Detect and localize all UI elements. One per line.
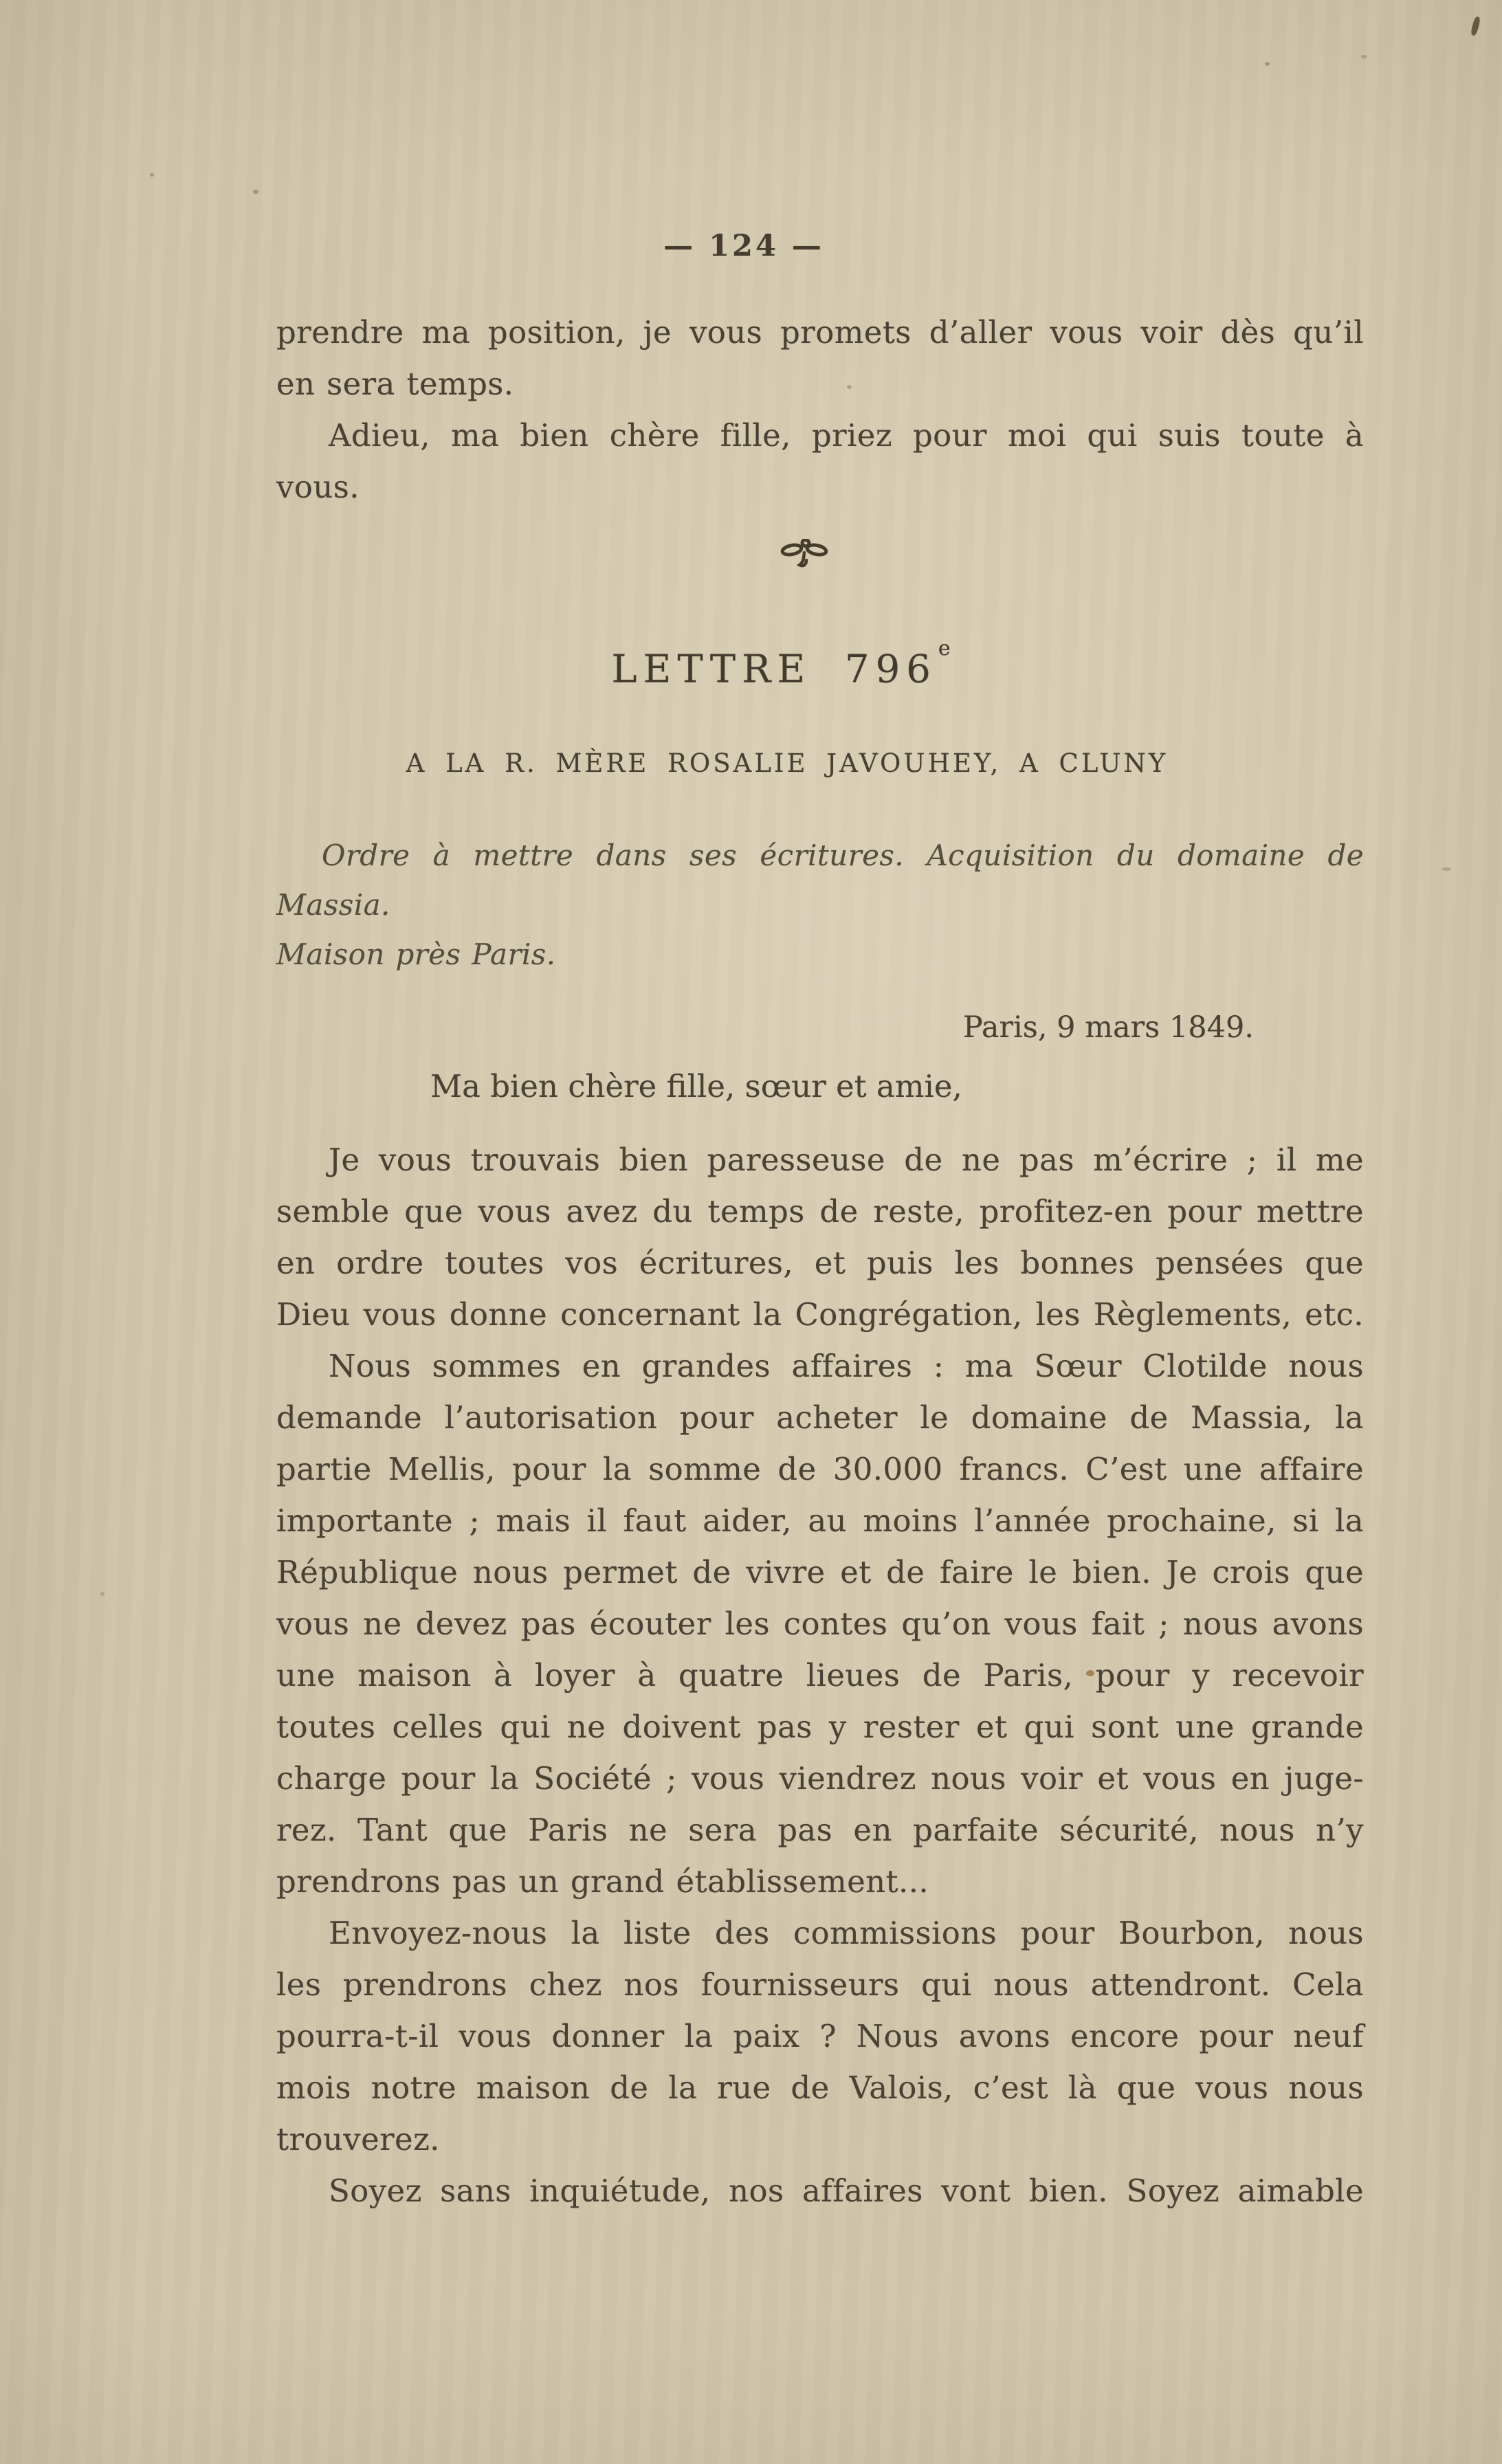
text-line: toutes celles qui ne doivent pas y rester et qui sont une grande — [276, 1708, 1364, 1745]
letter-paragraph — [276, 1907, 1364, 2165]
text-line: Je vous trouvais bien paresseuse de ne pas m’écrire ; il me — [329, 1141, 1364, 1178]
letter-title — [236, 636, 1324, 692]
letter-body — [276, 1134, 1364, 2217]
letter-recipient: A LA R. MÈRE ROSALIE JAVOUHEY, A CLUNY — [406, 748, 1169, 778]
previous-letter-ending — [276, 307, 1364, 513]
text-line: en sera temps. — [276, 366, 514, 402]
paper-speck — [100, 1592, 104, 1596]
text-line: Soyez sans inquiétude, nos affaires vont bien. Soyez aimable — [329, 2172, 1364, 2209]
text-line: Maison près Paris. — [276, 937, 556, 971]
paper-speck — [1361, 55, 1367, 58]
letter-paragraph — [276, 2165, 1364, 2217]
paper-speck — [1265, 62, 1270, 66]
text-line: prendre ma position, je vous promets d’aller vous voir dès qu’il — [276, 314, 1364, 351]
letter-title-superscript: e — [938, 636, 951, 661]
text-line: trouverez. — [276, 2120, 440, 2157]
letter-paragraph — [276, 1134, 1364, 1340]
text-line: prendrons pas un grand établissement... — [276, 1863, 929, 1900]
paper-speck — [150, 173, 154, 177]
text-line: vous ne devez pas écouter les contes qu’on vous fait ; nous avons — [276, 1605, 1364, 1642]
paper-speck — [1470, 16, 1481, 36]
paper-speck — [253, 190, 258, 194]
letter-paragraph — [276, 1340, 1364, 1907]
letter-title-text: LETTRE 796 — [611, 647, 937, 692]
letter-summary — [276, 831, 1364, 979]
text-line: pourra-t-il vous donner la paix ? Nous avons encore pour neuf — [276, 2017, 1364, 2054]
text-line: Adieu, ma bien chère fille, priez pour moi qui suis toute à — [329, 417, 1364, 454]
text-line: semble que vous avez du temps de reste, profitez-en pour mettre — [276, 1192, 1364, 1230]
letter-dateline: Paris, 9 mars 1849. — [962, 1010, 1254, 1045]
text-line: République nous permet de vivre et de faire le bien. Je crois que — [276, 1553, 1364, 1590]
text-line: charge pour la Société ; vous viendrez nous voir et vous en juge- — [276, 1760, 1364, 1797]
text-line: rez. Tant que Paris ne sera pas en parfaite sécurité, nous n’y — [276, 1811, 1364, 1848]
text-line: demande l’autorisation pour acheter le domaine de Massia, la — [276, 1399, 1364, 1436]
text-line: en ordre toutes vos écritures, et puis les bonnes pensées que — [276, 1244, 1364, 1281]
page-number: — 124 — — [663, 229, 824, 263]
fleuron-ornament-icon — [261, 539, 1348, 569]
text-line: Ordre à mettre dans ses écritures. Acquisition du domaine de Massia. — [276, 838, 1364, 922]
text-line: mois notre maison de la rue de Valois, c’est là que vous nous — [276, 2069, 1364, 2106]
text-line: les prendrons chez nos fournisseurs qui nous attendront. Cela — [276, 1966, 1364, 2003]
text-line: une maison à loyer à quatre lieues de Paris, pour y recevoir — [276, 1656, 1364, 1694]
text-line: Envoyez-nous la liste des commissions pour Bourbon, nous — [329, 1914, 1364, 1951]
text-line: vous. — [276, 469, 360, 505]
text-line: partie Mellis, pour la somme de 30.000 francs. C’est une affaire — [276, 1450, 1364, 1487]
paper-speck — [1442, 867, 1451, 871]
letter-salutation: Ma bien chère fille, sœur et amie, — [430, 1067, 962, 1105]
text-line: Dieu vous donne concernant la Congrégation, les Règlements, etc. — [276, 1296, 1364, 1333]
text-line: importante ; mais il faut aider, au moins l’année prochaine, si la — [276, 1502, 1364, 1539]
text-line: Nous sommes en grandes affaires : ma Sœur Clotilde nous — [329, 1347, 1364, 1384]
text-column — [276, 228, 1364, 2217]
